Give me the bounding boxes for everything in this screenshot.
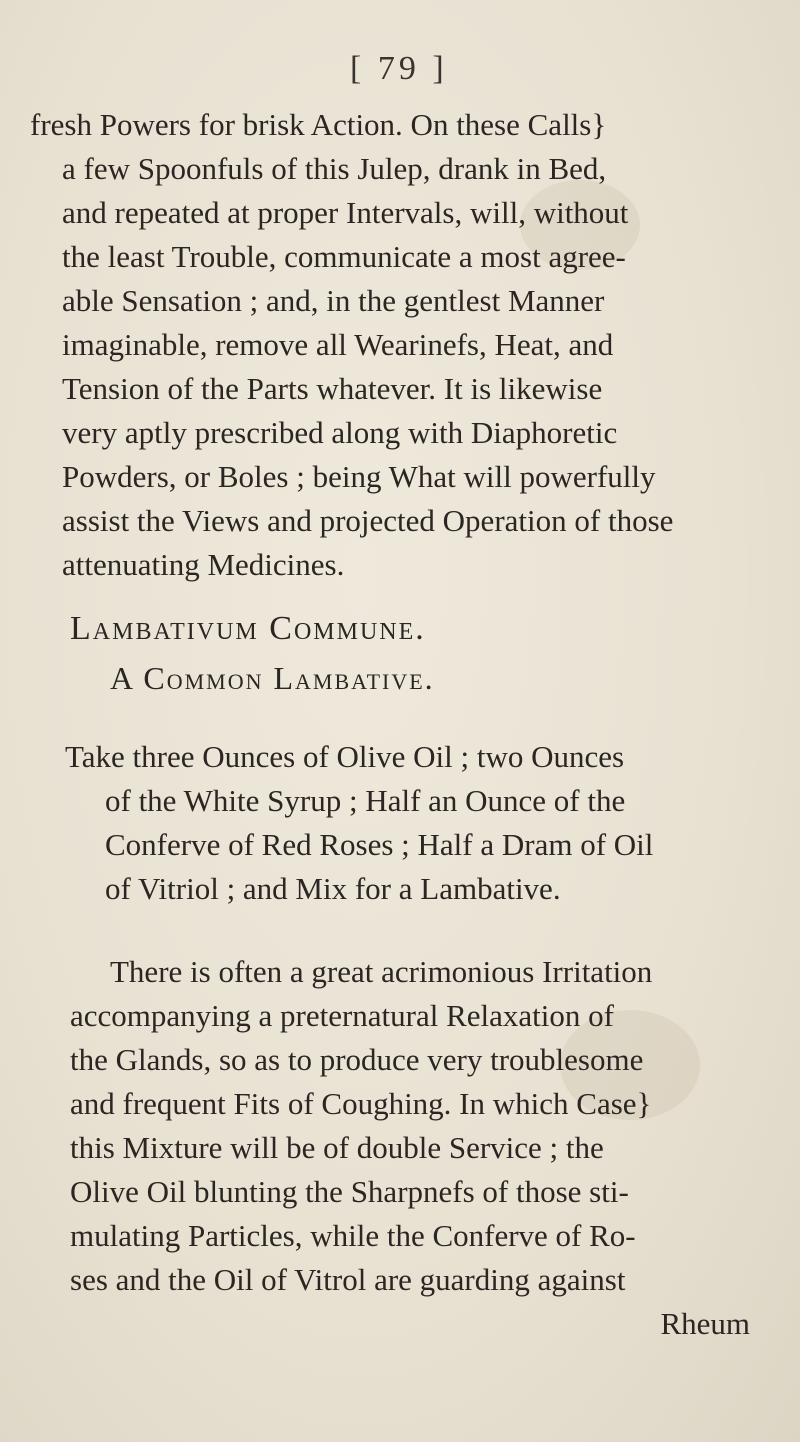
text-line: Powders, or Boles ; being What will powerfully [62,459,656,494]
paragraph-continuation [30,103,790,587]
text-line: of Vitriol ; and Mix for a Lambative. [105,871,561,906]
text-line: attenuating Medicines. [62,547,345,582]
text-line: There is often a great acrimonious Irritation [110,954,653,989]
text-line: Tension of the Parts whatever. It is likewise [62,371,603,406]
text-line: and frequent Fits of Coughing. In which Case} [70,1086,652,1121]
text-line: Take three Ounces of Olive Oil ; two Ounces [65,739,625,774]
text-line: and repeated at proper Intervals, will, without [62,195,629,230]
text-line: a few Spoonfuls of this Julep, drank in Bed, [62,151,607,186]
catchword: Rheum [660,1306,750,1341]
recipe-english-title: A Common Lambative. [110,660,435,696]
text-line: the Glands, so as to produce very troublesome [70,1042,644,1077]
text-line: the least Trouble, communicate a most agree- [62,239,626,274]
page-number: [ 79 ] [350,50,448,87]
text-line: assist the Views and projected Operation of those [62,503,674,538]
text-line: this Mixture will be of double Service ; the [70,1130,604,1165]
text-line: able Sensation ; and, in the gentlest Manner [62,283,605,318]
recipe-text [65,735,785,911]
paragraph-commentary [70,950,790,1346]
text-line: Conferve of Red Roses ; Half a Dram of Oil [105,827,654,862]
text-line: Olive Oil blunting the Sharpnefs of those sti- [70,1174,629,1209]
recipe-latin-title: Lambativum Commune. [70,610,426,647]
text-line: accompanying a preternatural Relaxation of [70,998,614,1033]
text-line: fresh Powers for brisk Action. On these Calls} [30,107,607,142]
text-line: ses and the Oil of Vitrol are guarding against [70,1262,626,1297]
text-line: very aptly prescribed along with Diaphoretic [62,415,618,450]
text-line: mulating Particles, while the Conferve of Ro- [70,1218,636,1253]
text-line: imaginable, remove all Wearinefs, Heat, and [62,327,614,362]
text-line: of the White Syrup ; Half an Ounce of the [105,783,626,818]
